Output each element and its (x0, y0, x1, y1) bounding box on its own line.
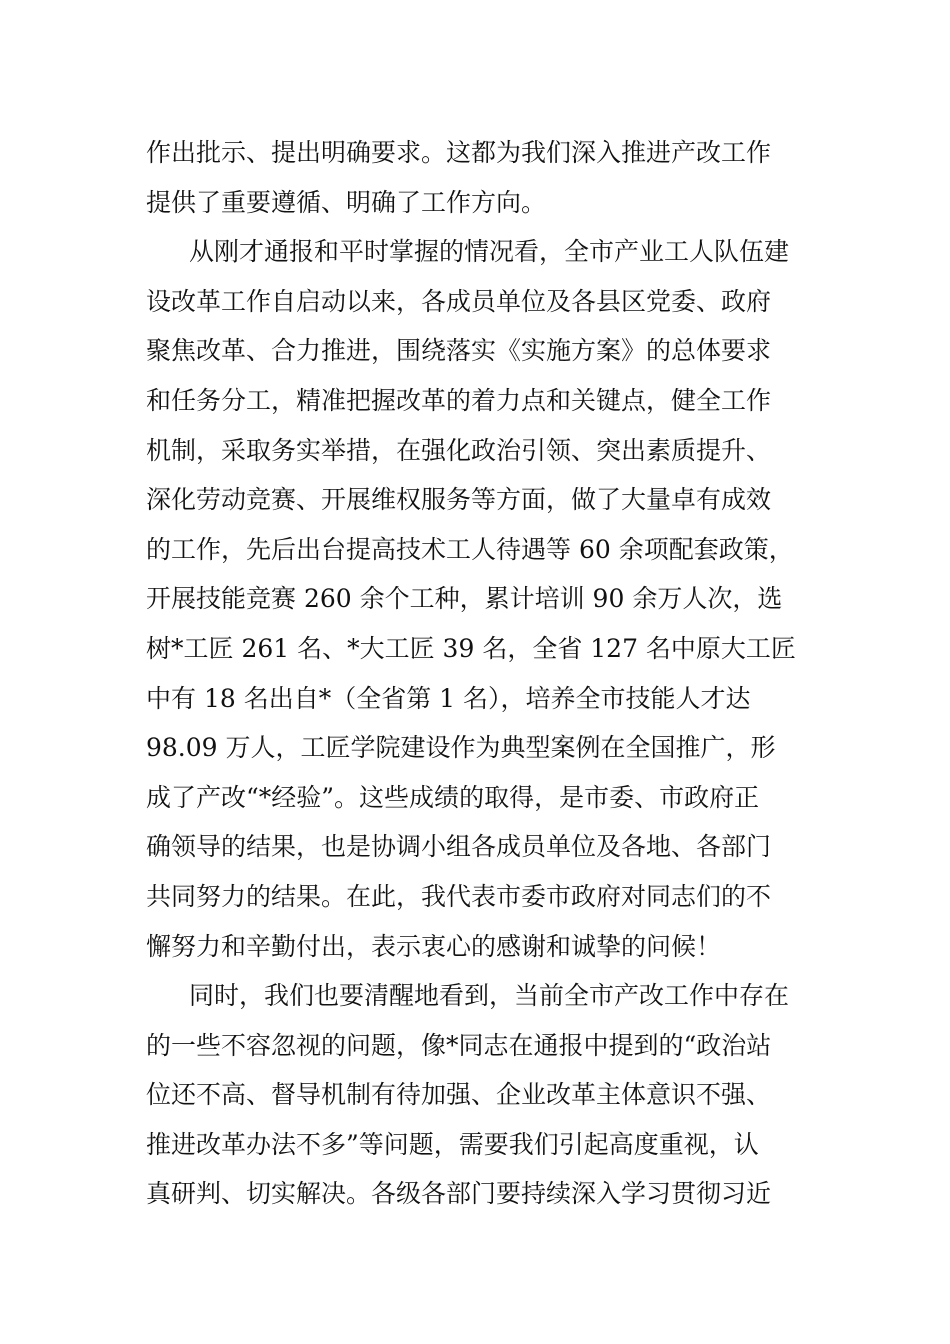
text-line: 98.09 万人，工匠学院建设作为典型案例在全国推广，形 (146, 733, 776, 763)
text-line: 提供了重要遵循、明确了工作方向。 (146, 187, 547, 217)
text-line: 同时，我们也要清醒地看到，当前全市产改工作中存在 (189, 981, 790, 1011)
document-body (146, 128, 806, 1219)
text-line: 和任务分工，精准把握改革的着力点和关键点，健全工作 (146, 385, 772, 415)
paragraph (146, 227, 806, 971)
paragraph (146, 128, 806, 227)
text-line: 懈努力和辛勤付出，表示衷心的感谢和诚挚的问候！ (146, 931, 722, 961)
text-line: 共同努力的结果。在此，我代表市委市政府对同志们的不 (146, 881, 772, 911)
text-line: 的一些不容忽视的问题，像*同志在通报中提到的“政治站 (146, 1030, 772, 1060)
text-line: 聚焦改革、合力推进，围绕落实《实施方案》的总体要求 (146, 336, 772, 366)
text-line: 机制，采取务实举措，在强化政治引领、突出素质提升、 (146, 435, 772, 465)
text-line: 位还不高、督导机制有待加强、企业改革主体意识不强、 (146, 1080, 772, 1110)
text-line: 从刚才通报和平时掌握的情况看，全市产业工人队伍建 (189, 237, 790, 267)
text-line: 设改革工作自启动以来，各成员单位及各县区党委、政府 (146, 286, 772, 316)
text-line: 树*工匠 261 名、*大工匠 39 名，全省 127 名中原大工匠 (146, 633, 796, 663)
text-line: 推进改革办法不多”等问题，需要我们引起高度重视，认 (146, 1129, 759, 1159)
text-line: 作出批示、提出明确要求。这都为我们深入推进产改工作 (146, 138, 772, 167)
text-line: 确领导的结果，也是协调小组各成员单位及各地、各部门 (146, 832, 772, 862)
text-line: 深化劳动竞赛、开展维权服务等方面，做了大量卓有成效 (146, 485, 772, 515)
text-line: 成了产改“*经验”。这些成绩的取得，是市委、市政府正 (146, 782, 760, 812)
paragraph (146, 971, 806, 1219)
text-line: 真研判、切实解决。各级各部门要持续深入学习贯彻习近 (146, 1179, 772, 1209)
text-line: 中有 18 名出自*（全省第 1 名），培养全市技能人才达 (146, 683, 751, 713)
text-line: 的工作，先后出台提高技术工人待遇等 60 余项配套政策， (146, 534, 794, 564)
text-line: 开展技能竞赛 260 余个工种，累计培训 90 余万人次，选 (146, 584, 783, 614)
